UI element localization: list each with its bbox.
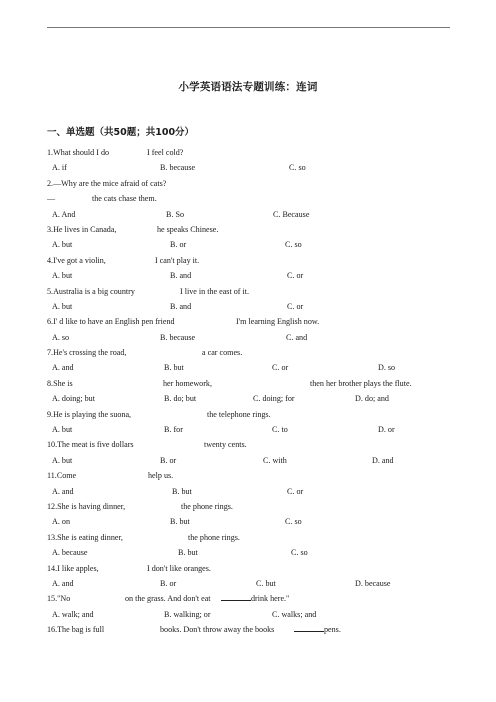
question-text-part: the telephone rings. (207, 409, 271, 419)
options-row (0, 484, 496, 499)
options-row (0, 422, 496, 437)
question-text (294, 622, 341, 637)
answer-option[interactable]: C. with (263, 455, 287, 465)
answer-option[interactable]: A. but (52, 425, 73, 435)
question-text-part: 6.I' d like to have an English pen friend (47, 317, 175, 327)
answer-option[interactable]: D. so (378, 363, 396, 373)
question-stem (0, 314, 496, 329)
question-text-part: 2.—Why are the mice afraid of cats? (47, 178, 167, 188)
question-text-part: 13.She is eating dinner, (47, 532, 123, 542)
options-row (0, 268, 496, 283)
answer-option[interactable]: A. but (52, 301, 73, 311)
options-row (0, 160, 496, 175)
answer-option[interactable]: C. and (286, 332, 308, 342)
question-text-part: I feel cold? (147, 148, 184, 157)
question-text (188, 530, 240, 545)
options-row (0, 360, 496, 375)
question-text-part: her homework, (163, 378, 212, 388)
question-text-part: 1.What should I do (47, 148, 110, 157)
question-text-part: 7.He's crossing the road, (47, 348, 127, 358)
answer-option[interactable]: A. on (52, 517, 70, 527)
question-text-part: drink here." (251, 594, 290, 604)
document-title: 小学英语语法专题训练：连词 (178, 81, 318, 93)
question-text (47, 284, 135, 299)
answer-option[interactable]: A. but (52, 271, 73, 281)
question-text (204, 437, 247, 452)
question-text (207, 407, 271, 422)
question-text-part: 16.The bag is full (47, 625, 105, 635)
question-text-part: 8.She is (47, 378, 73, 388)
question-stem (0, 376, 496, 391)
answer-option[interactable]: D. do; and (355, 394, 389, 404)
question-text-part: 3.He lives in Canada, (47, 224, 117, 234)
answer-option[interactable]: A. and (52, 363, 74, 373)
options-row (0, 299, 496, 314)
answer-option[interactable]: B. for (164, 425, 183, 435)
question-text-part: 4.I've got a violin, (47, 255, 106, 265)
question-text-part: 12.She is having dinner, (47, 501, 126, 511)
question-text (221, 591, 289, 606)
answer-option[interactable]: A. but (52, 455, 73, 465)
question-text-part: he speaks Chinese. (157, 224, 219, 234)
question-text-part: then her brother plays the flute. (310, 378, 412, 388)
question-text-part: on the grass. And don't eat (125, 594, 211, 604)
question-text (47, 561, 99, 576)
answer-option[interactable]: C. or (287, 271, 304, 281)
question-text-part: 10.The meat is five dollars (47, 440, 134, 450)
question-text (163, 376, 212, 391)
question-text (47, 176, 166, 191)
answer-option[interactable]: C. so (291, 548, 308, 558)
question-text (181, 499, 233, 514)
question-stem (0, 622, 496, 637)
question-stem (0, 253, 496, 268)
answer-option[interactable]: A. if (52, 163, 67, 173)
question-text-part: 15."No (47, 594, 71, 604)
question-stem (0, 468, 496, 483)
question-text-part: 9.He is playing the suona, (47, 409, 132, 419)
question-text-part: 5.Australia is a big country (47, 286, 135, 296)
answer-option[interactable]: B. do; but (164, 394, 197, 404)
options-row (0, 607, 496, 622)
question-text-part: pens. (324, 625, 341, 635)
answer-blank (294, 624, 324, 632)
question-text (92, 191, 157, 206)
options-row (0, 545, 496, 560)
answer-option[interactable]: C. so (285, 240, 302, 250)
question-text (47, 499, 125, 514)
answer-option[interactable]: C. or (287, 486, 304, 496)
question-text (160, 622, 274, 637)
question-stem (0, 176, 496, 191)
question-text (47, 468, 76, 483)
question-text-part: the cats chase them. (92, 194, 157, 204)
answer-option[interactable]: C. doing; for (253, 394, 295, 404)
answer-option[interactable]: B. or (170, 240, 187, 250)
answer-option[interactable]: A. and (52, 486, 74, 496)
answer-option[interactable]: B. or (160, 578, 177, 588)
answer-option[interactable]: B. but (170, 517, 190, 527)
answer-option[interactable]: C. to (272, 425, 288, 435)
answer-option[interactable]: C. Because (273, 209, 310, 219)
answer-option[interactable]: A. And (52, 209, 76, 219)
question-stem (0, 345, 496, 360)
answer-option[interactable]: C. walks; and (272, 609, 317, 619)
question-text (155, 253, 199, 268)
question-stem (0, 499, 496, 514)
options-row (0, 207, 496, 222)
question-stem (0, 191, 496, 206)
section-title: 一、单选题（共50题；共100分） (47, 127, 195, 138)
question-text (47, 407, 131, 422)
question-text (47, 191, 55, 206)
question-text (157, 222, 218, 237)
answer-blank (221, 593, 251, 601)
answer-option[interactable]: B. because (160, 163, 196, 173)
question-text-part: help us. (148, 471, 174, 481)
options-row (0, 330, 496, 345)
question-text-part: books. Don't throw away the books (160, 625, 275, 635)
question-text (47, 376, 73, 391)
question-stem (0, 530, 496, 545)
answer-option[interactable]: C. so (289, 163, 306, 173)
question-text (47, 145, 109, 160)
answer-option[interactable]: A. and (52, 578, 74, 588)
question-stem (0, 222, 496, 237)
question-text (47, 222, 116, 237)
answer-option[interactable]: D. because (355, 578, 391, 588)
answer-option[interactable]: C. so (285, 517, 302, 527)
header-rule (47, 27, 450, 28)
answer-option[interactable]: A. so (52, 332, 70, 342)
answer-option[interactable]: A. because (52, 548, 88, 558)
question-text-part: 11.Come (47, 471, 77, 481)
answer-option[interactable]: B. but (164, 363, 184, 373)
options-row (0, 391, 496, 406)
answer-option[interactable]: B. and (170, 271, 192, 281)
answer-option[interactable]: A. walk; and (52, 609, 94, 619)
question-stem (0, 145, 496, 160)
question-text (236, 314, 319, 329)
question-text-part: 14.I like apples, (47, 563, 99, 573)
question-text (147, 561, 211, 576)
question-stem (0, 407, 496, 422)
question-text (310, 376, 412, 391)
question-text-part: twenty cents. (204, 440, 247, 450)
question-stem (0, 561, 496, 576)
answer-option[interactable]: A. doing; but (52, 394, 95, 404)
question-text-part: a car comes. (202, 348, 243, 358)
question-text-part: I'm learning English now. (236, 317, 320, 327)
question-text-part: I live in the east of it. (180, 286, 250, 296)
answer-option[interactable]: D. and (372, 455, 394, 465)
question-text (147, 145, 183, 160)
question-text (125, 591, 211, 606)
answer-option[interactable]: A. but (52, 240, 73, 250)
options-row (0, 576, 496, 591)
answer-option[interactable]: B. but (178, 548, 198, 558)
answer-option[interactable]: C. or (287, 301, 304, 311)
answer-option[interactable]: B. or (160, 455, 177, 465)
question-text (47, 530, 123, 545)
question-text (47, 253, 106, 268)
question-text (180, 284, 249, 299)
question-text (47, 345, 126, 360)
answer-option[interactable]: B. because (160, 332, 196, 342)
answer-option[interactable]: B. but (172, 486, 192, 496)
answer-option[interactable]: D. or (378, 425, 395, 435)
answer-option[interactable]: C. or (272, 363, 289, 373)
options-row (0, 237, 496, 252)
question-text (202, 345, 242, 360)
question-stem (0, 437, 496, 452)
answer-option[interactable]: B. So (166, 209, 184, 219)
question-text-part: I don't like oranges. (147, 563, 211, 573)
options-row (0, 514, 496, 529)
question-text-part: — (47, 194, 56, 204)
question-text (47, 591, 70, 606)
options-row (0, 453, 496, 468)
question-stem (0, 284, 496, 299)
question-stem (0, 591, 496, 606)
question-text-part: I can't play it. (155, 255, 200, 265)
question-text (47, 437, 134, 452)
question-text (148, 468, 173, 483)
answer-option[interactable]: B. and (170, 301, 192, 311)
answer-option[interactable]: B. walking; or (164, 609, 211, 619)
question-text (47, 314, 175, 329)
question-list (0, 145, 496, 638)
question-text (47, 622, 104, 637)
question-text-part: the phone rings. (181, 501, 233, 511)
answer-option[interactable]: C. but (256, 578, 276, 588)
question-text-part: the phone rings. (188, 532, 240, 542)
